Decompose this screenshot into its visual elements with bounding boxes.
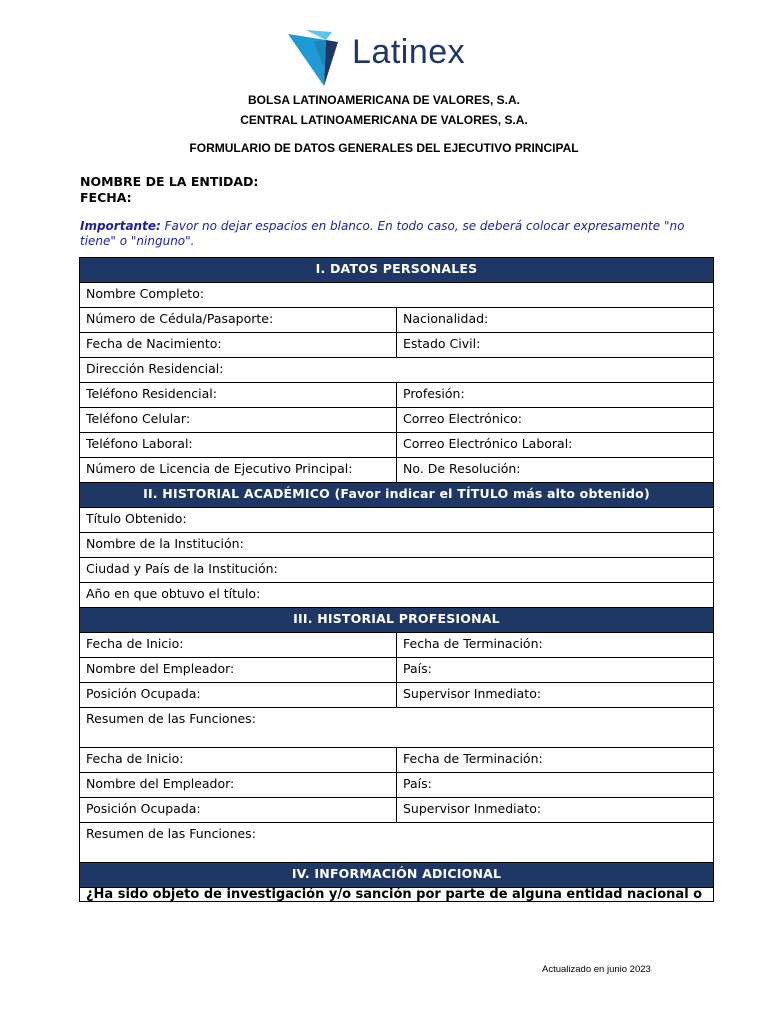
field-supervisor-2[interactable]: Supervisor Inmediato: (397, 798, 714, 823)
field-institution-city-country[interactable]: Ciudad y País de la Institución: (80, 558, 714, 583)
field-country-1[interactable]: País: (397, 658, 714, 683)
header-line-2: CENTRAL LATINOAMERICANA DE VALORES, S.A. (240, 113, 528, 127)
section-4-header: IV. INFORMACIÓN ADICIONAL (80, 863, 714, 888)
field-address[interactable]: Dirección Residencial: (80, 358, 714, 383)
field-position-2[interactable]: Posición Ocupada: (80, 798, 397, 823)
field-home-phone[interactable]: Teléfono Residencial: (80, 383, 397, 408)
field-position-1[interactable]: Posición Ocupada: (80, 683, 397, 708)
field-birth-date[interactable]: Fecha de Nacimiento: (80, 333, 397, 358)
field-resolution-number[interactable]: No. De Resolución: (397, 458, 714, 483)
field-country-2[interactable]: País: (397, 773, 714, 798)
field-end-date-1[interactable]: Fecha de Terminación: (397, 633, 714, 658)
field-marital-status[interactable]: Estado Civil: (397, 333, 714, 358)
field-id-number[interactable]: Número de Cédula/Pasaporte: (80, 308, 397, 333)
field-start-date-2[interactable]: Fecha de Inicio: (80, 748, 397, 773)
field-summary-1[interactable]: Resumen de las Funciones: (80, 708, 714, 748)
date-label: FECHA: (80, 190, 132, 205)
field-full-name[interactable]: Nombre Completo: (80, 283, 714, 308)
field-profession[interactable]: Profesión: (397, 383, 714, 408)
field-supervisor-1[interactable]: Supervisor Inmediato: (397, 683, 714, 708)
field-degree-year[interactable]: Año en que obtuvo el título: (80, 583, 714, 608)
question-investigation: ¿Ha sido objeto de investigación y/o sanción por parte de alguna entidad nacional o (80, 888, 714, 902)
field-summary-2[interactable]: Resumen de las Funciones: (80, 823, 714, 863)
important-label: Importante: (80, 219, 161, 233)
field-mobile-phone[interactable]: Teléfono Celular: (80, 408, 397, 433)
logo-wordmark: Latinex (352, 33, 466, 71)
important-note (80, 219, 710, 249)
field-start-date-1[interactable]: Fecha de Inicio: (80, 633, 397, 658)
field-work-email[interactable]: Correo Electrónico Laboral: (397, 433, 714, 458)
field-email[interactable]: Correo Electrónico: (397, 408, 714, 433)
header-line-1: BOLSA LATINOAMERICANA DE VALORES, S.A. (247, 93, 520, 107)
field-institution[interactable]: Nombre de la Institución: (80, 533, 714, 558)
section-3-header: III. HISTORIAL PROFESIONAL (80, 608, 714, 633)
field-nationality[interactable]: Nacionalidad: (397, 308, 714, 333)
important-text: Favor no dejar espacios en blanco. En todo caso, se deberá colocar expresamente "no tiene" o "ninguno". (80, 219, 685, 248)
field-end-date-2[interactable]: Fecha de Terminación: (397, 748, 714, 773)
data-form-table (79, 257, 714, 902)
entity-name-label: NOMBRE DE LA ENTIDAD: (80, 174, 259, 189)
field-work-phone[interactable]: Teléfono Laboral: (80, 433, 397, 458)
field-employer-1[interactable]: Nombre del Empleador: (80, 658, 397, 683)
form-title: FORMULARIO DE DATOS GENERALES DEL EJECUTIVO PRINCIPAL (189, 141, 579, 155)
updated-note: Actualizado en junio 2023 (542, 964, 651, 975)
field-employer-2[interactable]: Nombre del Empleador: (80, 773, 397, 798)
field-degree[interactable]: Título Obtenido: (80, 508, 714, 533)
section-1-header: I. DATOS PERSONALES (80, 258, 714, 283)
field-license-number[interactable]: Número de Licencia de Ejecutivo Principal: (80, 458, 397, 483)
section-2-header: II. HISTORIAL ACADÉMICO (Favor indicar el TÍTULO más alto obtenido) (80, 483, 714, 508)
